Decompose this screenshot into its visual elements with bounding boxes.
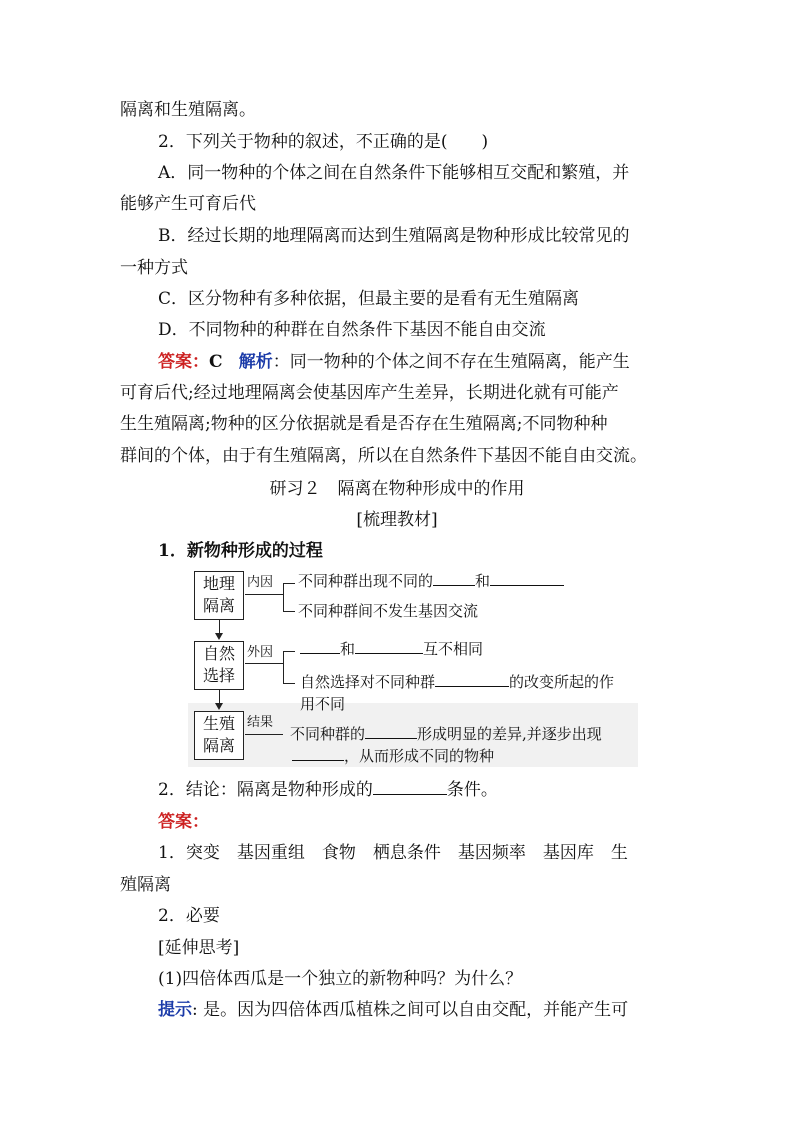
diagram-text-1: 不同种群出现不同的 和 <box>298 571 564 591</box>
answer-choice: C <box>209 352 223 372</box>
option-b: B．经过长期的地理隔离而达到生殖隔离是物种形成比较常见的 <box>158 226 630 246</box>
analysis-label: 解析 <box>238 352 273 372</box>
answer2-label: 答案： <box>158 812 209 832</box>
connector <box>245 734 283 735</box>
diagram-text-5: 不同种群的 形成明显的差异,并逐步出现 <box>290 725 602 743</box>
connector <box>245 594 283 595</box>
box-natural-selection: 自然 选择 <box>194 641 244 690</box>
arrow-line <box>219 620 220 634</box>
answer-line <box>158 350 630 374</box>
diagram-text-3: 和 互不相同 <box>300 639 483 659</box>
arrow-down-icon <box>215 703 223 710</box>
section-title: 研习２ 隔离在物种形成中的作用 <box>269 479 525 499</box>
bracket <box>283 651 284 683</box>
connector <box>245 663 283 664</box>
bracket <box>283 583 284 611</box>
speciation-diagram <box>188 563 638 768</box>
tag-internal: 内因 <box>247 575 274 590</box>
analysis-line-3: 生生殖隔离;物种的区分依据就是看是否存在生殖隔离;不同物种种 <box>120 414 608 434</box>
conclusion: 2．结论：隔离是物种形成的 条件。 <box>158 780 498 800</box>
option-d: D．不同物种的种群在自然条件下基因不能自由交流 <box>158 320 546 340</box>
option-b-cont: 一种方式 <box>120 258 188 278</box>
hint-text: : 是。因为四倍体西瓜植株之间可以自由交配，并能产生可 <box>192 1000 629 1020</box>
bracket <box>283 611 295 612</box>
option-a: A．同一物种的个体之间在自然条件下能够相互交配和繁殖，并 <box>158 163 630 183</box>
heading-process: 1．新物种形成的过程 <box>158 541 323 561</box>
diagram-text-6: ，从而形成不同的物种 <box>292 746 494 766</box>
diagram-text-2: 不同种群间不发生基因交流 <box>298 602 479 620</box>
box-reproductive-isolation: 生殖 隔离 <box>194 711 244 760</box>
tag-result: 结果 <box>247 715 274 730</box>
diagram-text-4b: 用不同 <box>300 695 346 713</box>
section-subtitle: [梳理教材] <box>356 510 438 530</box>
analysis-line-2: 可育后代;经过地理隔离会使基因库产生差异，长期进化就有可能产 <box>120 383 619 403</box>
arrow-line <box>219 690 220 704</box>
answer2-line-1: 1．突变 基因重组 食物 栖息条件 基因频率 基因库 生 <box>158 843 628 863</box>
text-line: 隔离和生殖隔离。 <box>120 100 256 120</box>
option-c: C．区分物种有多种依据，但最主要的是看有无生殖隔离 <box>158 289 580 309</box>
tag-external: 外因 <box>247 645 274 660</box>
extend-title: [延伸思考] <box>158 938 240 958</box>
hint-label: 提示 <box>158 1000 192 1020</box>
bracket <box>283 651 295 652</box>
arrow-down-icon <box>215 633 223 640</box>
option-a-cont: 能够产生可育后代 <box>120 194 256 214</box>
bracket <box>283 683 295 684</box>
bracket <box>283 583 295 584</box>
analysis-text: ：同一物种的个体之间不存在生殖隔离，能产生 <box>272 352 630 372</box>
answer-label: 答案： <box>158 352 209 372</box>
answer2-line-2: 殖隔离 <box>120 875 171 895</box>
hint-line <box>158 998 628 1022</box>
analysis-line-4: 群间的个体，由于有生殖隔离，所以在自然条件下基因不能自由交流。 <box>120 446 647 466</box>
question-2-stem: 2．下列关于物种的叙述，不正确的是( ) <box>158 132 489 152</box>
extend-question-1: (1)四倍体西瓜是一个独立的新物种吗？为什么？ <box>158 969 523 989</box>
diagram-text-4: 自然选择对不同种群 的改变所起的作 <box>300 673 615 691</box>
box-geographic-isolation: 地理 隔离 <box>194 571 244 620</box>
answer2-line-3: 2．必要 <box>158 906 220 926</box>
